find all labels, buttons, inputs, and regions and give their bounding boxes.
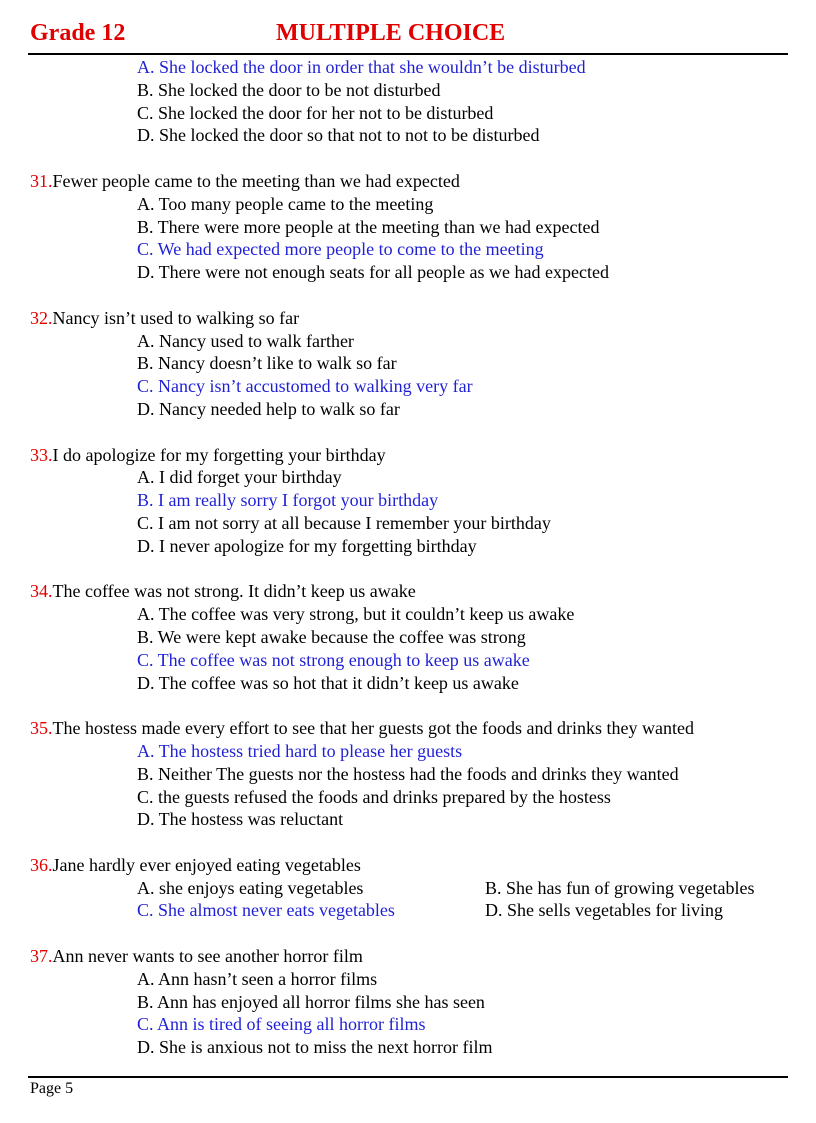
page-title: MULTIPLE CHOICE — [276, 20, 506, 46]
q36-option-a: A. she enjoys eating vegetables — [137, 877, 364, 898]
q36-option-b: B. She has fun of growing vegetables — [485, 877, 755, 898]
q37-option-d: D. She is anxious not to miss the next horror film — [137, 1037, 493, 1058]
q37-number: 37. — [30, 946, 53, 967]
footer-divider — [28, 1076, 788, 1078]
q36-text: Jane hardly ever enjoyed eating vegetables — [52, 854, 361, 875]
q32-stem — [0, 307, 816, 330]
q34-option-b: B. We were kept awake because the coffee was strong — [137, 626, 526, 647]
q34-text: The coffee was not strong. It didn’t keep us awake — [52, 581, 416, 602]
q31-option-b: B. There were more people at the meeting than we had expected — [137, 216, 600, 237]
q35-option-b: B. Neither The guests nor the hostess had the foods and drinks they wanted — [137, 763, 679, 784]
q33-option-d: D. I never apologize for my forgetting birthday — [137, 535, 477, 556]
q31-stem — [0, 170, 816, 193]
spacer — [0, 284, 816, 307]
q36-stem — [0, 854, 816, 877]
q30-option-b: B. She locked the door to be not disturbed — [137, 79, 441, 100]
q30-option-a: A. She locked the door in order that she wouldn’t be disturbed — [137, 57, 586, 77]
q33-stem — [0, 444, 816, 467]
q30-option-c: C. She locked the door for her not to be disturbed — [137, 102, 494, 123]
q36-option-c: C. She almost never eats vegetables — [137, 900, 395, 921]
q36-options-row-2 — [0, 899, 816, 922]
q34-option-c: C. The coffee was not strong enough to keep us awake — [137, 649, 530, 670]
q30-option-d: D. She locked the door so that not to not to be disturbed — [137, 125, 540, 146]
q37-option-c: C. Ann is tired of seeing all horror films — [137, 1014, 426, 1035]
spacer — [0, 558, 816, 581]
q32-option-c: C. Nancy isn’t accustomed to walking very far — [137, 376, 473, 397]
page-header — [30, 20, 788, 50]
spacer — [0, 831, 816, 854]
q31-number: 31. — [30, 170, 53, 191]
q35-option-a: A. The hostess tried hard to please her guests — [137, 740, 463, 761]
q34-stem — [0, 580, 816, 603]
q34-option-a: A. The coffee was very strong, but it couldn’t keep us awake — [137, 604, 575, 625]
spacer — [0, 694, 816, 717]
q31-option-d: D. There were not enough seats for all people as we had expected — [137, 262, 609, 283]
q35-option-d: D. The hostess was reluctant — [137, 809, 344, 830]
spacer — [0, 147, 816, 170]
q33-number: 33. — [30, 444, 53, 465]
page-number: Page 5 — [30, 1080, 74, 1097]
q34-option-d: D. The coffee was so hot that it didn’t keep us awake — [137, 672, 519, 693]
spacer — [0, 922, 816, 945]
header-divider — [28, 53, 788, 55]
q37-option-a: A. Ann hasn’t seen a horror films — [137, 968, 378, 989]
q32-number: 32. — [30, 307, 53, 328]
grade-label: Grade 12 — [30, 20, 126, 46]
q32-text: Nancy isn’t used to walking so far — [52, 307, 300, 328]
q32-option-a: A. Nancy used to walk farther — [137, 330, 354, 351]
q33-option-c: C. I am not sorry at all because I remember your birthday — [137, 512, 551, 533]
q37-stem — [0, 945, 816, 968]
q36-options-row-1 — [0, 877, 816, 900]
q35-option-c: C. the guests refused the foods and drinks prepared by the hostess — [137, 786, 611, 807]
q36-option-d: D. She sells vegetables for living — [485, 900, 723, 921]
q33-option-a: A. I did forget your birthday — [137, 467, 342, 488]
q35-number: 35. — [30, 718, 53, 739]
q32-option-b: B. Nancy doesn’t like to walk so far — [137, 353, 397, 374]
q31-text: Fewer people came to the meeting than we had expected — [52, 170, 460, 191]
q35-stem — [0, 717, 816, 740]
q31-option-c: C. We had expected more people to come to the meeting — [137, 239, 544, 260]
spacer — [0, 421, 816, 444]
question-list — [0, 56, 816, 1059]
q33-text: I do apologize for my forgetting your birthday — [52, 444, 386, 465]
q37-option-b: B. Ann has enjoyed all horror films she has seen — [137, 991, 485, 1012]
q34-number: 34. — [30, 581, 53, 602]
q33-option-b: B. I am really sorry I forgot your birthday — [137, 490, 439, 511]
q36-number: 36. — [30, 854, 53, 875]
q31-option-a: A. Too many people came to the meeting — [137, 193, 434, 214]
q37-text: Ann never wants to see another horror film — [52, 946, 363, 967]
q32-option-d: D. Nancy needed help to walk so far — [137, 398, 400, 419]
q35-text: The hostess made every effort to see that her guests got the foods and drinks they wanted — [52, 718, 694, 739]
